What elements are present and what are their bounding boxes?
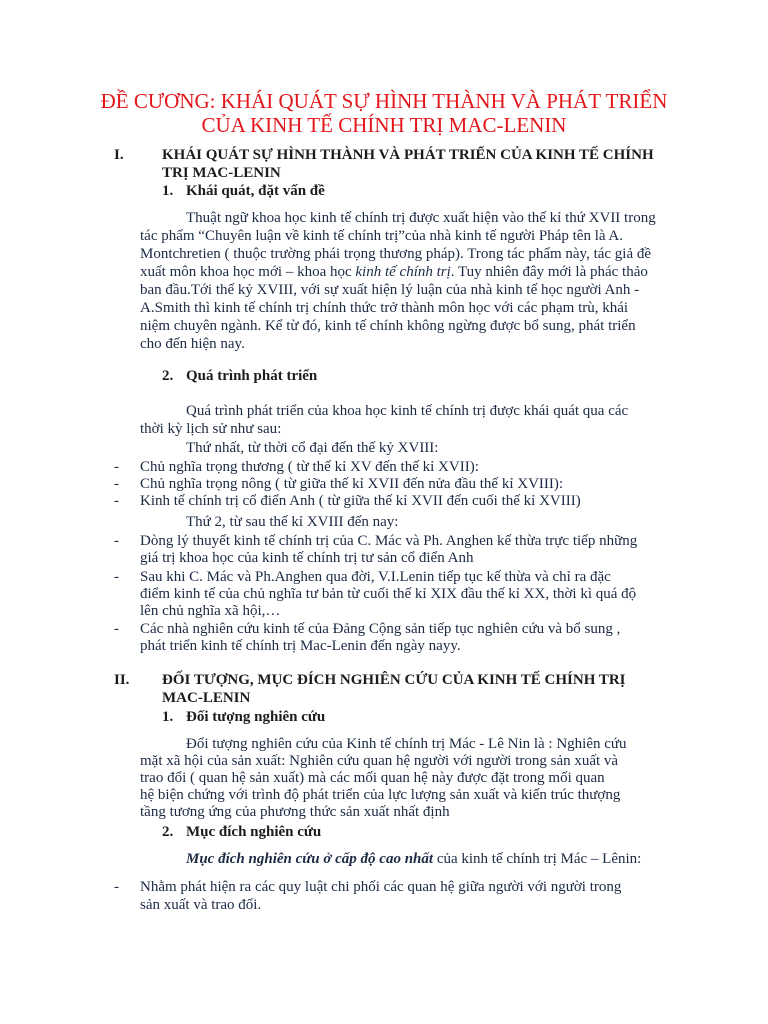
subsection-title: Quá trình phát triển (186, 368, 318, 384)
section-numeral: II. (114, 672, 130, 688)
section-numeral: I. (114, 147, 124, 163)
paragraph-line: Đối tượng nghiên cứu của Kinh tế chính trị Mác - Lê Nin là : Nghiên cứu (186, 736, 627, 752)
paragraph-line (140, 263, 648, 281)
paragraph-line: niệm chuyên ngành. Kể từ đó, kinh tế chính không ngừng được bổ sung, phát triển (140, 318, 636, 334)
list-item: sản xuất và trao đổi. (140, 897, 262, 913)
bullet-dash: - (114, 879, 119, 895)
list-item: Các nhà nghiên cứu kinh tế của Đảng Cộng sản tiếp tục nghiên cứu và bổ sung , (140, 621, 621, 637)
list-item: Dòng lý thuyết kinh tế chính trị của C. Mác và Ph. Anghen kế thừa trực tiếp những (140, 533, 638, 549)
paragraph-text: của kinh tế chính trị Mác – Lênin: (433, 851, 642, 867)
paragraph-line: Thuật ngữ khoa học kinh tế chính trị được xuất hiện vào thế kỉ thứ XVII trong (186, 210, 656, 226)
paragraph-text: . Tuy nhiên đây mới là phác thảo (450, 264, 648, 280)
section-heading: TRỊ MAC-LENIN (162, 165, 281, 181)
bullet-dash: - (114, 459, 119, 475)
paragraph-line: tầng tương ứng của phương thức sản xuất nhất định (140, 804, 450, 820)
emphasis-text: kinh tế chính trị (355, 264, 451, 280)
bullet-dash: - (114, 533, 119, 549)
document-title-line2: CỦA KINH TẾ CHÍNH TRỊ MAC-LENIN (201, 113, 567, 137)
subsection-number: 1. (162, 709, 174, 725)
list-label: Thứ nhất, từ thời cổ đại đến thế kỷ XVIII: (186, 440, 439, 456)
list-item: điểm kinh tế của chủ nghĩa tư bản từ cuối thế kỉ XIX đầu thế kỉ XX, thời kì quá độ (140, 586, 637, 602)
paragraph-text: xuất môn khoa học mới – khoa học (140, 264, 356, 280)
list-item: lên chủ nghĩa xã hội,… (140, 603, 281, 619)
paragraph-line: mặt xã hội của sản xuất: Nghiên cứu quan hệ người với người trong sản xuất và (140, 753, 619, 769)
list-item: Nhằm phát hiện ra các quy luật chi phối các quan hệ giữa người với người trong (140, 879, 622, 895)
list-item: Sau khi C. Mác và Ph.Anghen qua đời, V.I.Lenin tiếp tục kế thừa và chỉ ra đặc (140, 569, 611, 585)
paragraph-line: Montchretien ( thuộc trường phái trọng thương pháp). Trong tác phẩm này, tác giả đề (140, 246, 652, 262)
subsection-title: Đối tượng nghiên cứu (186, 709, 326, 725)
section-heading: KHÁI QUÁT SỰ HÌNH THÀNH VÀ PHÁT TRIỂN CỦA KINH TẾ CHÍNH (162, 147, 654, 163)
emphasis-text: Mục đích nghiên cứu ở cấp độ cao nhất (186, 851, 434, 867)
paragraph-line: thời kỳ lịch sử như sau: (140, 421, 282, 437)
subsection-title: Mục đích nghiên cứu (186, 824, 322, 840)
paragraph-line: hệ biện chứng với trình độ phát triển của lực lượng sản xuất và kiến trúc thượng (140, 787, 621, 803)
paragraph-line (186, 850, 641, 868)
subsection-number: 1. (162, 183, 174, 199)
subsection-title: Khái quát, đặt vấn đề (186, 183, 325, 199)
paragraph-line: ban đầu.Tới thế kỷ XVIII, với sự xuất hiện lý luận của nhà kinh tế học người Anh - (140, 282, 640, 298)
list-item: Chủ nghĩa trọng nông ( từ giữa thế kỉ XVII đến nửa đầu thế kỉ XVIII): (140, 476, 564, 492)
bullet-dash: - (114, 476, 119, 492)
paragraph-line: tác phẩm “Chuyên luận về kinh tế chính trị”của nhà kinh tế người Pháp tên là A. (140, 228, 624, 244)
subsection-number: 2. (162, 368, 174, 384)
bullet-dash: - (114, 493, 119, 509)
section-heading: ĐỐI TƯỢNG, MỤC ĐÍCH NGHIÊN CỨU CỦA KINH TẾ CHÍNH TRỊ (162, 672, 626, 688)
paragraph-line: A.Smith thì kinh tế chính trị chính thức trở thành môn học với các phạm trù, khái (140, 300, 629, 316)
list-item: Kinh tế chính trị cổ điển Anh ( từ giữa thế kỉ XVII đến cuối thế kỉ XVIII) (140, 493, 581, 509)
bullet-dash: - (114, 621, 119, 637)
bullet-dash: - (114, 569, 119, 585)
document-title-line1: ĐỀ CƯƠNG: KHÁI QUÁT SỰ HÌNH THÀNH VÀ PHÁT TRIỂN (100, 89, 668, 113)
paragraph-line: trao đổi ( quan hệ sản xuất) mà các mối quan hệ này được đặt trong mối quan (140, 770, 605, 786)
section-heading: MAC-LENIN (162, 690, 251, 706)
paragraph-line: cho đến hiện nay. (140, 336, 245, 352)
paragraph-line: Quá trình phát triển của khoa học kinh tế chính trị được khái quát qua các (186, 403, 629, 419)
subsection-number: 2. (162, 824, 174, 840)
list-item: giá trị khoa học của kinh tế chính trị tư sản cổ điển Anh (140, 550, 474, 566)
list-label: Thứ 2, từ sau thế kỉ XVIII đến nay: (186, 514, 399, 530)
list-item: phát triển kinh tế chính trị Mac-Lenin đến ngày nayy. (140, 638, 461, 654)
list-item: Chủ nghĩa trọng thương ( từ thế kỉ XV đến thế kỉ XVII): (140, 459, 479, 475)
